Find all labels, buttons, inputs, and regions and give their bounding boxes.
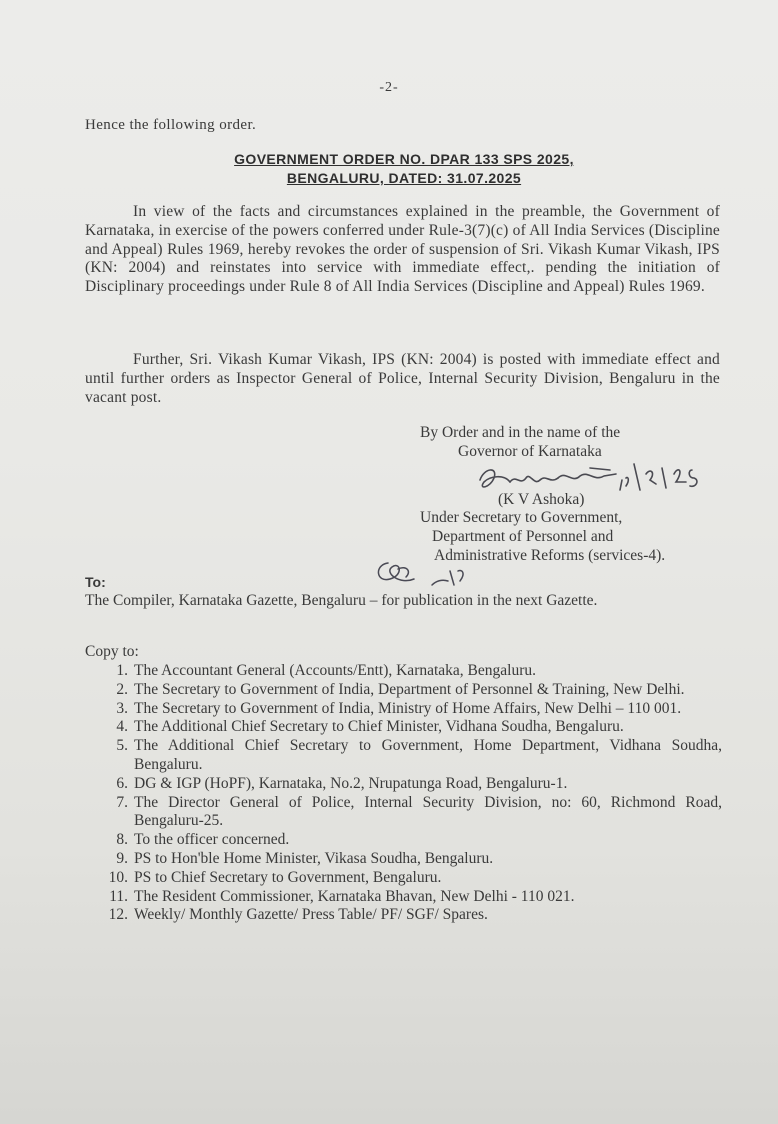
intro-line: Hence the following order. [85,117,257,133]
order-title [0,150,778,188]
handwritten-initials [370,555,480,593]
copy-to-list [104,662,722,925]
list-item [104,700,722,719]
order-title-line1: GOVERNMENT ORDER NO. DPAR 133 SPS 2025, [234,151,574,167]
list-item-number: 5. [116,737,128,755]
handwritten-signature [470,460,720,506]
list-item-number: 2. [116,680,128,698]
list-item-text: To the officer concerned. [134,831,290,849]
list-item [104,888,722,907]
list-item-text: The Additional Chief Secretary to Chief Minister, Vidhana Soudha, Bengaluru. [134,718,624,736]
list-item [104,737,722,775]
signatory-designation-3: Administrative Reforms (services-4). [434,546,666,564]
list-item-text: The Resident Commissioner, Karnataka Bhavan, New Delhi - 110 021. [134,887,575,905]
list-item-number: 1. [116,662,128,679]
to-label: To: [85,574,106,590]
list-item [104,681,722,700]
page-number: -2- [379,80,399,95]
signatory-designation-1: Under Secretary to Government, [420,509,623,527]
list-item [104,775,722,794]
list-item-number: 7. [116,793,128,811]
list-item [104,850,722,869]
list-item-number: 9. [116,849,128,867]
signatory-designation-2: Department of Personnel and [432,528,614,546]
to-addressee: The Compiler, Karnataka Gazette, Bengaluru – for publication in the next Gazette. [85,592,598,609]
signature-governor: Governor of Karnataka [458,442,602,460]
list-item [104,718,722,737]
list-item-text: The Additional Chief Secretary to Government, Home Department, Vidhana Soudha, Bengaluru. [134,737,722,773]
list-item [104,662,722,681]
list-item [104,794,722,832]
copy-to-label: Copy to: [85,643,139,660]
list-item-text: The Director General of Police, Internal Security Division, no: 60, Richmond Road, Bengaluru-25. [134,793,722,830]
list-item-number: 4. [116,718,128,736]
list-item-text: The Secretary to Government of India, Ministry of Home Affairs, New Delhi – 110 001. [134,699,682,717]
paragraph-posting: Further, Sri. Vikash Kumar Vikash, IPS (KN: 2004) is posted with immediate effect and until further orders as Inspector General of Police, Internal Security Division, Bengaluru in the vacant post. [85,351,720,406]
list-item [104,906,722,925]
paragraph-revocation: In view of the facts and circumstances explained in the preamble, the Government of Karnataka, in exercise of the powers conferred under Rule-3(7)(c) of All India Services (Discipline and Appeal) Rules 1969, hereby revokes the order of suspension of Sri. Vikash Kumar Vikash, IPS (KN: 2004) and reinstates into service with immediate effect,. pending the initiation of Disciplinary proceedings under Rule 8 of All India Services (Discipline and Appeal) Rules 1969. [85,203,720,296]
list-item-text: The Accountant General (Accounts/Entt), Karnataka, Bengaluru. [134,662,536,679]
list-item-text: DG & IGP (HoPF), Karnataka, No.2, Nrupatunga Road, Bengaluru-1. [134,774,568,792]
signature-by-order: By Order and in the name of the [420,424,621,441]
list-item-text: PS to Hon'ble Home Minister, Vikasa Soudha, Bengaluru. [134,849,494,867]
list-item-text: PS to Chief Secretary to Government, Bengaluru. [134,868,442,886]
list-item [104,869,722,888]
list-item-number: 11. [109,887,128,905]
list-item [104,831,722,850]
list-item-text: Weekly/ Monthly Gazette/ Press Table/ PF/ SGF/ Spares. [134,906,488,924]
list-item-text: The Secretary to Government of India, Department of Personnel & Training, New Delhi. [134,680,685,698]
signatory-name: (K V Ashoka) [498,490,585,508]
list-item-number: 12. [108,906,128,924]
order-title-line2: BENGALURU, DATED: 31.07.2025 [286,170,522,186]
list-item-number: 6. [116,774,128,792]
list-item-number: 3. [116,699,128,717]
list-item-number: 8. [116,831,128,849]
list-item-number: 10. [108,868,128,886]
